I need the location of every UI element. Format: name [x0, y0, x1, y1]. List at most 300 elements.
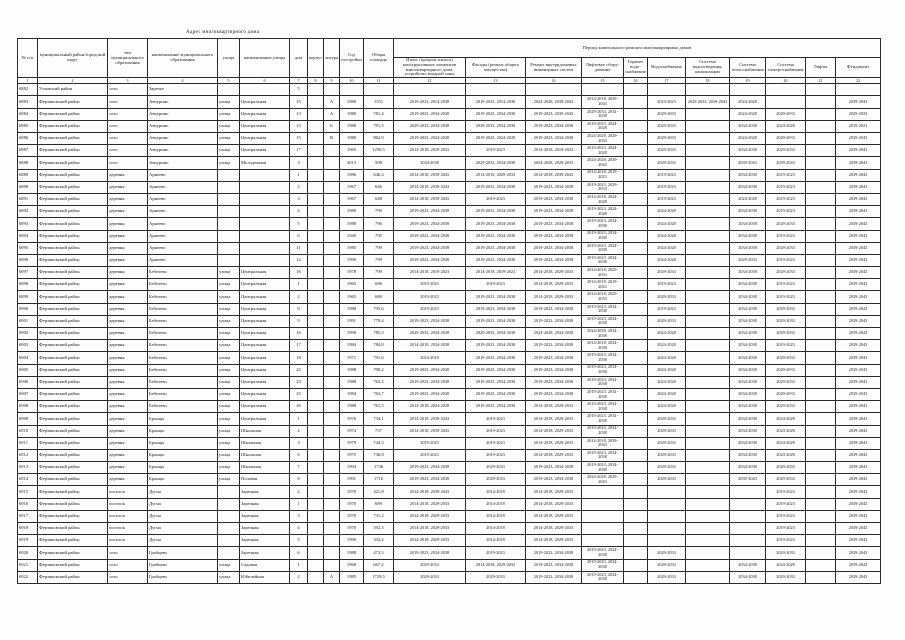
- table-cell: 2019-2023, 2034-2038: [526, 193, 582, 205]
- table-cell: 646: [364, 181, 394, 193]
- table-cell: Центральная: [240, 388, 290, 400]
- table-cell: 2039-2043: [836, 315, 881, 327]
- table-cell: [308, 181, 324, 193]
- table-cell: улица: [218, 157, 240, 169]
- table-cell: Ферзиковский район: [38, 193, 108, 205]
- table-cell: 6886: [18, 133, 38, 145]
- header-cell: дом: [290, 39, 308, 78]
- table-cell: Заречная: [240, 486, 290, 498]
- table-cell: 2014-2018, 2029-2033: [526, 425, 582, 437]
- table-cell: улица: [218, 96, 240, 108]
- table-cell: село: [108, 157, 148, 169]
- table-cell: [624, 303, 648, 315]
- table-cell: 2019-2023, 2034-2038: [526, 230, 582, 242]
- table-cell: 2034-2038: [730, 279, 766, 291]
- table-cell: [624, 291, 648, 303]
- table-cell: 2019-2023, 2014-2038: [466, 96, 526, 108]
- table-cell: [686, 218, 730, 230]
- table-cell: 2039-2043: [836, 352, 881, 364]
- table-cell: 1: [290, 279, 308, 291]
- table-cell: улица: [218, 133, 240, 145]
- table-cell: Бебелево: [148, 364, 218, 376]
- table-cell: 2024-2028: [766, 413, 806, 425]
- table-cell: [308, 571, 324, 583]
- table-cell: 2014-2018, 2034-2038: [394, 340, 466, 352]
- table-cell: [648, 486, 686, 498]
- table-cell: 1988: [340, 303, 364, 315]
- table-cell: 2019-2023: [648, 181, 686, 193]
- table-cell: 646,4: [364, 169, 394, 181]
- column-number: 10: [340, 78, 364, 84]
- table-cell: 2034-2038: [730, 169, 766, 181]
- table-cell: Школьная: [240, 425, 290, 437]
- table-cell: 2014-2018: [466, 510, 526, 522]
- table-cell: [806, 267, 836, 279]
- table-cell: [686, 169, 730, 181]
- table-cell: 2029-2033: [648, 133, 686, 145]
- table-cell: 6894: [18, 230, 38, 242]
- table-cell: 2024-2028: [648, 376, 686, 388]
- table-cell: [324, 279, 340, 291]
- table-row: [18, 291, 881, 303]
- table-cell: 17: [290, 340, 308, 352]
- table-cell: Б: [324, 120, 340, 132]
- header-cell: Система теплоснабжения: [730, 58, 766, 78]
- table-cell: 799: [364, 254, 394, 266]
- table-cell: [308, 328, 324, 340]
- header-cell: Водоснабжение: [648, 58, 686, 78]
- table-cell: [686, 133, 730, 145]
- table-cell: Ферзиковский район: [38, 437, 108, 449]
- table-cell: [308, 462, 324, 474]
- table-cell: Ферзиковский район: [38, 242, 108, 254]
- table-cell: [308, 388, 324, 400]
- table-cell: 2024-2028, 2039-2043: [526, 96, 582, 108]
- table-cell: 2014-2018, 2034-2038: [582, 340, 624, 352]
- table-cell: [648, 535, 686, 547]
- table-cell: 2019-2023, 2034-2038: [526, 340, 582, 352]
- table-cell: Ферзиковский район: [38, 449, 108, 461]
- table-cell: [324, 230, 340, 242]
- table-cell: 2034-2038: [730, 120, 766, 132]
- table-cell: 2034-2038: [730, 462, 766, 474]
- table-cell: [582, 535, 624, 547]
- table-cell: 1716: [364, 474, 394, 486]
- table-cell: 6898: [18, 279, 38, 291]
- table-cell: [218, 230, 240, 242]
- table-cell: [806, 401, 836, 413]
- table-cell: [324, 364, 340, 376]
- table-cell: 731,2: [364, 510, 394, 522]
- table-cell: 2019-2023, 2034-2038: [582, 218, 624, 230]
- table-cell: 2019-2023, 2034-2038: [526, 315, 582, 327]
- table-cell: Заречная: [240, 523, 290, 535]
- table-cell: 2014-2018, 2024-2028: [394, 401, 466, 413]
- table-cell: деревня: [108, 462, 148, 474]
- table-row: [18, 340, 881, 352]
- table-cell: 2019-2023: [466, 145, 526, 157]
- table-cell: Грабцево: [148, 559, 218, 571]
- table-cell: [308, 230, 324, 242]
- table-cell: Ферзиковский район: [38, 486, 108, 498]
- table-cell: 2019-2023, 2034-2038: [466, 315, 526, 327]
- table-cell: 2: [290, 571, 308, 583]
- table-cell: 2029-2033: [648, 291, 686, 303]
- table-cell: 2014-2018, 2029-2033: [526, 535, 582, 547]
- column-number: 12: [394, 78, 466, 84]
- table-cell: 6918: [18, 523, 38, 535]
- table-cell: 2029-2033: [836, 108, 881, 120]
- table-cell: 6888: [18, 157, 38, 169]
- table-cell: 2024-2028: [648, 340, 686, 352]
- table-cell: 6883: [18, 96, 38, 108]
- table-cell: [686, 547, 730, 559]
- table-cell: [218, 84, 240, 96]
- table-cell: 2019-2023, 2034-2038: [582, 230, 624, 242]
- table-cell: 473,5: [364, 547, 394, 559]
- table-cell: 1990: [340, 328, 364, 340]
- table-cell: 2014-2018, 2029-2033: [526, 267, 582, 279]
- table-cell: 2019-2023: [766, 254, 806, 266]
- table-cell: деревня: [108, 449, 148, 461]
- table-cell: Ферзиковский район: [38, 181, 108, 193]
- table-cell: 1994: [340, 462, 364, 474]
- table-cell: 1988: [340, 401, 364, 413]
- table-cell: 6885: [18, 120, 38, 132]
- table-cell: Арнеево: [148, 206, 218, 218]
- table-cell: 2039-2043: [836, 449, 881, 461]
- table-cell: 6889: [18, 169, 38, 181]
- table-cell: [624, 462, 648, 474]
- table-cell: улица: [218, 340, 240, 352]
- table-cell: Ферзиковский район: [38, 401, 108, 413]
- table-cell: Садовая: [240, 559, 290, 571]
- table-cell: 2029-2033: [648, 425, 686, 437]
- table-cell: [806, 254, 836, 266]
- header-cell: Лифты: [806, 58, 836, 78]
- table-cell: 2039-2043: [836, 169, 881, 181]
- header-cell: Износ (процент износа) конструктивных элементов многоквартирного дома, устройство входной зоны: [394, 58, 466, 78]
- table-cell: 2019-2023, 2024-2028: [582, 145, 624, 157]
- table-cell: 2039-2043: [836, 376, 881, 388]
- table-cell: 1965: [340, 145, 364, 157]
- table-cell: 2029-2033: [766, 352, 806, 364]
- column-number: 5: [218, 78, 240, 84]
- table-cell: 2039-2043: [836, 510, 881, 522]
- table-cell: Ферзиковский район: [38, 279, 108, 291]
- column-number: 8: [308, 78, 324, 84]
- table-row: [18, 437, 881, 449]
- header-cell: Общая площадь: [364, 39, 394, 78]
- table-cell: [624, 145, 648, 157]
- table-cell: Бебелево: [148, 328, 218, 340]
- table-cell: [686, 559, 730, 571]
- table-cell: [218, 206, 240, 218]
- table-cell: 2029-2033, 2034-2038: [466, 328, 526, 340]
- capital-repair-table: [17, 38, 881, 584]
- table-cell: село: [108, 133, 148, 145]
- table-cell: 1986: [340, 169, 364, 181]
- table-cell: 2039-2043: [836, 218, 881, 230]
- table-cell: 2034-2038: [730, 401, 766, 413]
- header-cell: Горячее водо-снабжение: [624, 58, 648, 78]
- table-cell: 1978: [340, 267, 364, 279]
- table-cell: [806, 535, 836, 547]
- table-cell: [324, 340, 340, 352]
- table-cell: 6910: [18, 425, 38, 437]
- table-cell: 2019-2023, 2034-2038: [394, 462, 466, 474]
- table-cell: [624, 181, 648, 193]
- table-cell: [806, 279, 836, 291]
- table-cell: [218, 523, 240, 535]
- table-cell: 2034-2038: [730, 437, 766, 449]
- table-cell: 2014-2018: [466, 498, 526, 510]
- table-cell: 2019-2023, 2034-2038: [526, 571, 582, 583]
- table-cell: 862,9: [364, 133, 394, 145]
- table-cell: [686, 498, 730, 510]
- table-cell: Ферзиковский район: [38, 169, 108, 181]
- table-cell: Бебелево: [148, 376, 218, 388]
- table-cell: поселок: [108, 486, 148, 498]
- table-cell: 2019-2023, 2024-2028: [582, 120, 624, 132]
- table-cell: село: [108, 96, 148, 108]
- table-cell: 2019-2023: [766, 340, 806, 352]
- table-cell: [308, 120, 324, 132]
- table-cell: 6901: [18, 315, 38, 327]
- table-cell: деревня: [108, 401, 148, 413]
- table-row: [18, 145, 881, 157]
- table-cell: 2019-2023, 2034-2038: [394, 547, 466, 559]
- table-cell: деревня: [108, 254, 148, 266]
- table-cell: 1980: [340, 120, 364, 132]
- table-cell: 2019-2023, 2034-2038: [394, 364, 466, 376]
- table-cell: 2029-2033: [766, 547, 806, 559]
- table-row: [18, 449, 881, 461]
- table-cell: 2019-2023: [766, 510, 806, 522]
- table-cell: 2014-2018, 2019-2023: [582, 169, 624, 181]
- table-cell: 1980: [340, 108, 364, 120]
- table-cell: 2019-2023: [466, 193, 526, 205]
- table-cell: [624, 96, 648, 108]
- table-cell: [324, 437, 340, 449]
- table-cell: 2034-2038: [730, 145, 766, 157]
- table-cell: деревня: [108, 315, 148, 327]
- column-number: 6: [240, 78, 290, 84]
- table-cell: 2034-2038: [730, 413, 766, 425]
- table-cell: 2019-2023: [766, 230, 806, 242]
- table-cell: [624, 328, 648, 340]
- table-cell: [730, 535, 766, 547]
- table-cell: 1296,5: [364, 145, 394, 157]
- table-cell: Ферзиковский район: [38, 96, 108, 108]
- table-cell: [324, 498, 340, 510]
- table-cell: [624, 193, 648, 205]
- table-cell: [324, 206, 340, 218]
- table-cell: 6899: [18, 291, 38, 303]
- table-cell: [324, 328, 340, 340]
- table-cell: [240, 193, 290, 205]
- table-cell: 795,6: [364, 303, 394, 315]
- column-number: 19: [730, 78, 766, 84]
- table-cell: 2019-2023, 2034-2038: [582, 559, 624, 571]
- table-cell: 2019-2023, 2024-2028: [466, 133, 526, 145]
- table-cell: Бронцы: [148, 413, 218, 425]
- table-cell: [624, 449, 648, 461]
- table-cell: улица: [218, 437, 240, 449]
- table-cell: 2039-2043: [836, 425, 881, 437]
- column-number: 18: [686, 78, 730, 84]
- table-cell: [324, 474, 340, 486]
- table-cell: [324, 401, 340, 413]
- table-row: [18, 169, 881, 181]
- period-header: Период капитального ремонта многоквартирных домов: [394, 39, 881, 58]
- table-cell: село: [108, 559, 148, 571]
- table-cell: Бебелево: [148, 388, 218, 400]
- table-cell: [624, 230, 648, 242]
- table-cell: 2019-2023: [648, 169, 686, 181]
- table-cell: [624, 523, 648, 535]
- table-cell: Бебелево: [148, 291, 218, 303]
- table-cell: деревня: [108, 193, 148, 205]
- table-cell: [324, 242, 340, 254]
- table-cell: 2024-2028: [766, 437, 806, 449]
- table-cell: 2014-2018: [466, 535, 526, 547]
- table-row: [18, 474, 881, 486]
- table-cell: 2019-2023: [466, 437, 526, 449]
- table-row: [18, 157, 881, 169]
- table-cell: 2019-2023, 2034-2038: [526, 133, 582, 145]
- table-cell: 2019-2023, 2034-2038: [526, 120, 582, 132]
- table-cell: [686, 486, 730, 498]
- table-cell: 2039-2043: [836, 498, 881, 510]
- table-cell: 2039-2043: [836, 388, 881, 400]
- table-cell: Ферзиковский район: [38, 559, 108, 571]
- table-cell: [624, 571, 648, 583]
- table-row: [18, 133, 881, 145]
- table-cell: 2019-2023, 2034-2038: [582, 401, 624, 413]
- table-cell: [308, 193, 324, 205]
- table-cell: 785,3: [364, 328, 394, 340]
- table-cell: А: [324, 571, 340, 583]
- table-cell: 2014-2018, 2029-2033: [394, 145, 466, 157]
- table-cell: 2024-2028: [730, 108, 766, 120]
- table-cell: 1975: [340, 449, 364, 461]
- table-cell: село: [108, 120, 148, 132]
- table-cell: [686, 462, 730, 474]
- table-cell: Ферзиковский район: [38, 120, 108, 132]
- table-cell: 2024-2028: [648, 206, 686, 218]
- table-cell: Ферзиковский район: [38, 133, 108, 145]
- table-cell: 6893: [18, 218, 38, 230]
- table-cell: 2019-2023: [766, 498, 806, 510]
- table-cell: [308, 218, 324, 230]
- table-cell: 6887: [18, 145, 38, 157]
- table-cell: 4: [290, 523, 308, 535]
- table-cell: 2019-2023, 2034-2038: [466, 352, 526, 364]
- table-cell: [324, 218, 340, 230]
- table-cell: 6912: [18, 449, 38, 461]
- table-cell: 2019-2023, 2034-2038: [582, 388, 624, 400]
- table-cell: 2039-2043: [836, 133, 881, 145]
- table-cell: Ферзиковский район: [38, 425, 108, 437]
- table-cell: Центральная: [240, 364, 290, 376]
- table-cell: [686, 571, 730, 583]
- table-cell: 2024-2028: [648, 218, 686, 230]
- table-cell: [324, 291, 340, 303]
- table-cell: [624, 254, 648, 266]
- table-cell: Авчурино: [148, 157, 218, 169]
- table-cell: улица: [218, 108, 240, 120]
- table-row: [18, 218, 881, 230]
- table-cell: 4: [290, 206, 308, 218]
- table-cell: 2019-2023: [766, 279, 806, 291]
- table-cell: 2: [290, 486, 308, 498]
- table-cell: [308, 559, 324, 571]
- header-cell: муниципальный район/городской округ: [38, 39, 108, 78]
- table-cell: улица: [218, 388, 240, 400]
- table-cell: 2014-2018, 2029-2033: [466, 169, 526, 181]
- table-cell: улица: [218, 352, 240, 364]
- table-cell: [686, 401, 730, 413]
- header-cell: улица: [218, 39, 240, 78]
- table-cell: [806, 328, 836, 340]
- table-cell: 1970: [340, 510, 364, 522]
- table-cell: [806, 547, 836, 559]
- table-cell: [624, 340, 648, 352]
- table-cell: [308, 84, 324, 96]
- table-cell: 2024-2028: [766, 425, 806, 437]
- table-cell: [624, 559, 648, 571]
- table-cell: 2014-2018, 2029-2033: [394, 510, 466, 522]
- table-cell: 2014-2018, 2029-2033: [394, 498, 466, 510]
- table-cell: 2029-2033: [648, 120, 686, 132]
- table-cell: [308, 169, 324, 181]
- table-cell: 2: [290, 181, 308, 193]
- table-cell: 680: [364, 291, 394, 303]
- column-number: 14: [526, 78, 582, 84]
- table-cell: [624, 352, 648, 364]
- table-cell: [686, 510, 730, 522]
- table-cell: 1988: [340, 364, 364, 376]
- table-cell: 2019-2023, 2034-2038: [466, 254, 526, 266]
- table-cell: [806, 437, 836, 449]
- table-cell: 2029-2033: [648, 462, 686, 474]
- table-cell: деревня: [108, 413, 148, 425]
- table-cell: Центральная: [240, 279, 290, 291]
- table-cell: 2034-2038: [730, 425, 766, 437]
- table-cell: 2024-2028: [766, 120, 806, 132]
- table-cell: Центральная: [240, 413, 290, 425]
- table-cell: Бронцы: [148, 462, 218, 474]
- table-cell: 3: [290, 437, 308, 449]
- table-cell: 1970: [340, 498, 364, 510]
- table-cell: 2039-2043: [836, 559, 881, 571]
- table-cell: [806, 559, 836, 571]
- table-cell: 2014-2018, 2029-2033: [526, 401, 582, 413]
- table-cell: [806, 413, 836, 425]
- table-cell: 2039-2043: [836, 145, 881, 157]
- table-cell: 2019-2023, 2034-2038: [582, 352, 624, 364]
- table-cell: [806, 315, 836, 327]
- table-cell: 2039-2043: [730, 474, 766, 486]
- table-cell: 2019-2023, 2034-2038: [394, 230, 466, 242]
- table-cell: [308, 242, 324, 254]
- table-cell: [308, 364, 324, 376]
- table-cell: 2029-2033: [766, 401, 806, 413]
- header-cell: Фасады (ремонт общего имущества): [466, 58, 526, 78]
- table-cell: Центральная: [240, 291, 290, 303]
- table-cell: Ферзиковский район: [38, 230, 108, 242]
